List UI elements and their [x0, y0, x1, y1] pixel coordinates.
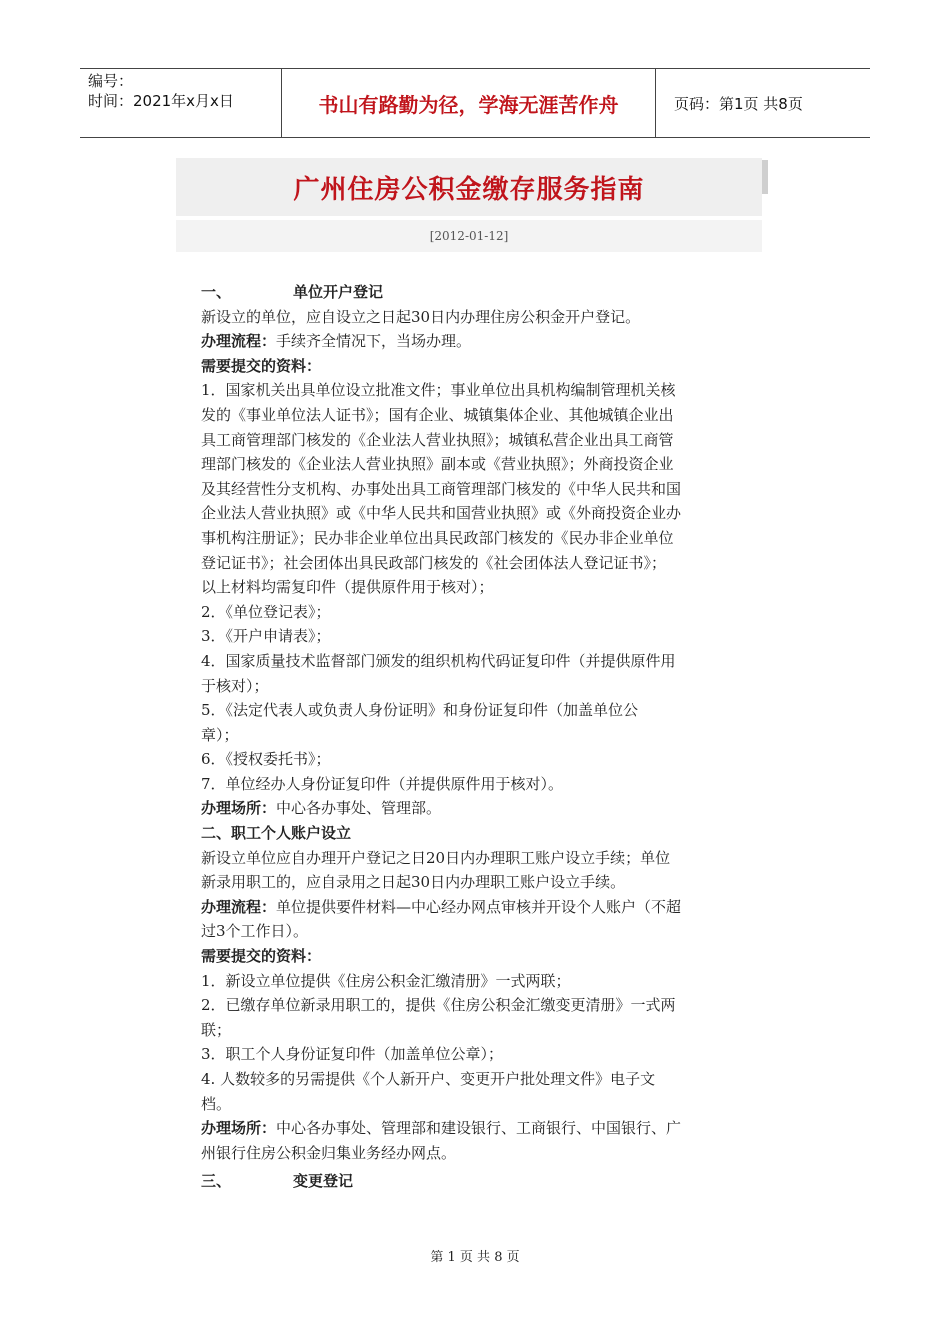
s2-place-text: 中心各办事处、管理部和建设银行、工商银行、中国银行、广 [276, 1119, 682, 1138]
s1-process-text: 手续齐全情况下，当场办理。 [276, 332, 472, 351]
s2-process-text: 单位提供要件材料—中心经办网点审核并开设个人账户（不超 [276, 897, 682, 916]
s2-line: 3．职工个人身份证复印件（加盖单位公章）； [201, 1045, 504, 1064]
s1-line: 具工商管理部门核发的《企业法人营业执照》；城镇私营企业出具工商管 [201, 430, 674, 449]
s2-process [201, 895, 741, 920]
s1-line: 7．单位经办人身份证复印件（并提供原件用于核对）。 [201, 774, 564, 793]
s1-line: 登记证书》；社会团体出具民政部门核发的《社会团体法人登记证书》； [201, 553, 667, 572]
s1-line: 及其经营性分支机构、办事处出具工商管理部门核发的《中华人民共和国 [201, 479, 682, 498]
s1-materials-label: 需要提交的资料： [201, 356, 322, 375]
s1-line: 1．国家机关出具单位设立批准文件；事业单位出具机构编制管理机关核 [201, 381, 676, 400]
process-label: 办理流程： [201, 897, 277, 916]
s2-line: 1．新设立单位提供《住房公积金汇缴清册》一式两联； [201, 971, 571, 990]
section-2-heading: 二、职工个人账户设立 [201, 824, 352, 843]
s2-place [201, 1116, 741, 1141]
header-left-cell [88, 71, 278, 135]
s1-line: 6．《授权委托书》； [201, 750, 331, 769]
s1-line: 以上材料均需复印件（提供原件用于核对）； [201, 578, 494, 597]
s1-line: 3．《开户申请表》； [201, 627, 331, 646]
s1-line: 发的《事业单位法人证书》；国有企业、城镇集体企业、其他城镇企业出 [201, 405, 674, 424]
place-label: 办理场所： [201, 799, 277, 818]
process-label: 办理流程： [201, 332, 277, 351]
s2-line: 2．已缴存单位新录用职工的，提供《住房公积金汇缴变更清册》一式两 [201, 996, 676, 1015]
s1-place [201, 796, 741, 821]
s2-line: 4. 人数较多的另需提供《个人新开户、变更开户批处理文件》电子文 [201, 1070, 656, 1088]
s2-line: 档。 [201, 1094, 232, 1113]
header-motto: 书山有路勤为径，学海无涯苦作舟 [281, 69, 656, 137]
section-1-heading [201, 280, 741, 305]
s1-line: 5．《法定代表人或负责人身份证明》和身份证复印件（加盖单位公 [201, 701, 639, 720]
s1-line: 2．《单位登记表》； [201, 602, 331, 621]
page-title: 广州住房公积金缴存服务指南 [293, 174, 645, 205]
section-1-title: 单位开户登记 [293, 283, 384, 301]
header-page-info [664, 69, 870, 137]
s1-line: 事机构注册证》；民办非企业单位出具民政部门核发的《民办非企业单位 [201, 528, 674, 547]
s2-process-cont: 过3个工作日）。 [201, 922, 309, 941]
s1-process [201, 329, 741, 354]
s2-place-cont: 州银行住房公积金归集业务经办网点。 [201, 1143, 457, 1162]
page-info-text: 页码：第1页 共8页 [674, 94, 803, 113]
s2-intro-line: 新设立单位应自办理开户登记之日20日内办理职工账户设立手续；单位 [201, 848, 671, 867]
place-label: 办理场所： [201, 1119, 277, 1138]
s2-materials-label: 需要提交的资料： [201, 947, 322, 966]
s1-line: 企业法人营业执照》或《中华人民共和国营业执照》或《外商投资企业办 [201, 504, 682, 523]
publish-date: [2012-01-12] [176, 220, 762, 252]
section-3-heading [201, 1169, 741, 1194]
time-label: 时间：2021年x月x日 [88, 92, 234, 110]
s1-line: 理部门核发的《企业法人营业执照》副本或《营业执照》；外商投资企业 [201, 455, 674, 474]
header-table [80, 68, 870, 138]
section-1-number: 一、 [201, 283, 232, 301]
page-footer: 第 1 页 共 8 页 [430, 1250, 520, 1265]
s1-line: 4．国家质量技术监督部门颁发的组织机构代码证复印件（并提供原件用 [201, 651, 676, 670]
section-3-title: 变更登记 [293, 1172, 354, 1191]
s1-line: 章）； [201, 725, 239, 744]
s2-line: 联； [201, 1020, 232, 1039]
code-label: 编号： [88, 72, 134, 90]
s2-intro-line: 新录用职工的，应自录用之日起30日内办理职工账户设立手续。 [201, 873, 626, 892]
section-3-number: 三、 [201, 1172, 232, 1191]
title-box [176, 158, 762, 216]
s1-place-text: 中心各办事处、管理部。 [276, 799, 442, 818]
s1-intro: 新设立的单位，应自设立之日起30日内办理住房公积金开户登记。 [201, 307, 641, 326]
document-body [201, 280, 741, 1194]
s1-line: 于核对）； [201, 676, 269, 695]
title-shadow [762, 160, 768, 194]
